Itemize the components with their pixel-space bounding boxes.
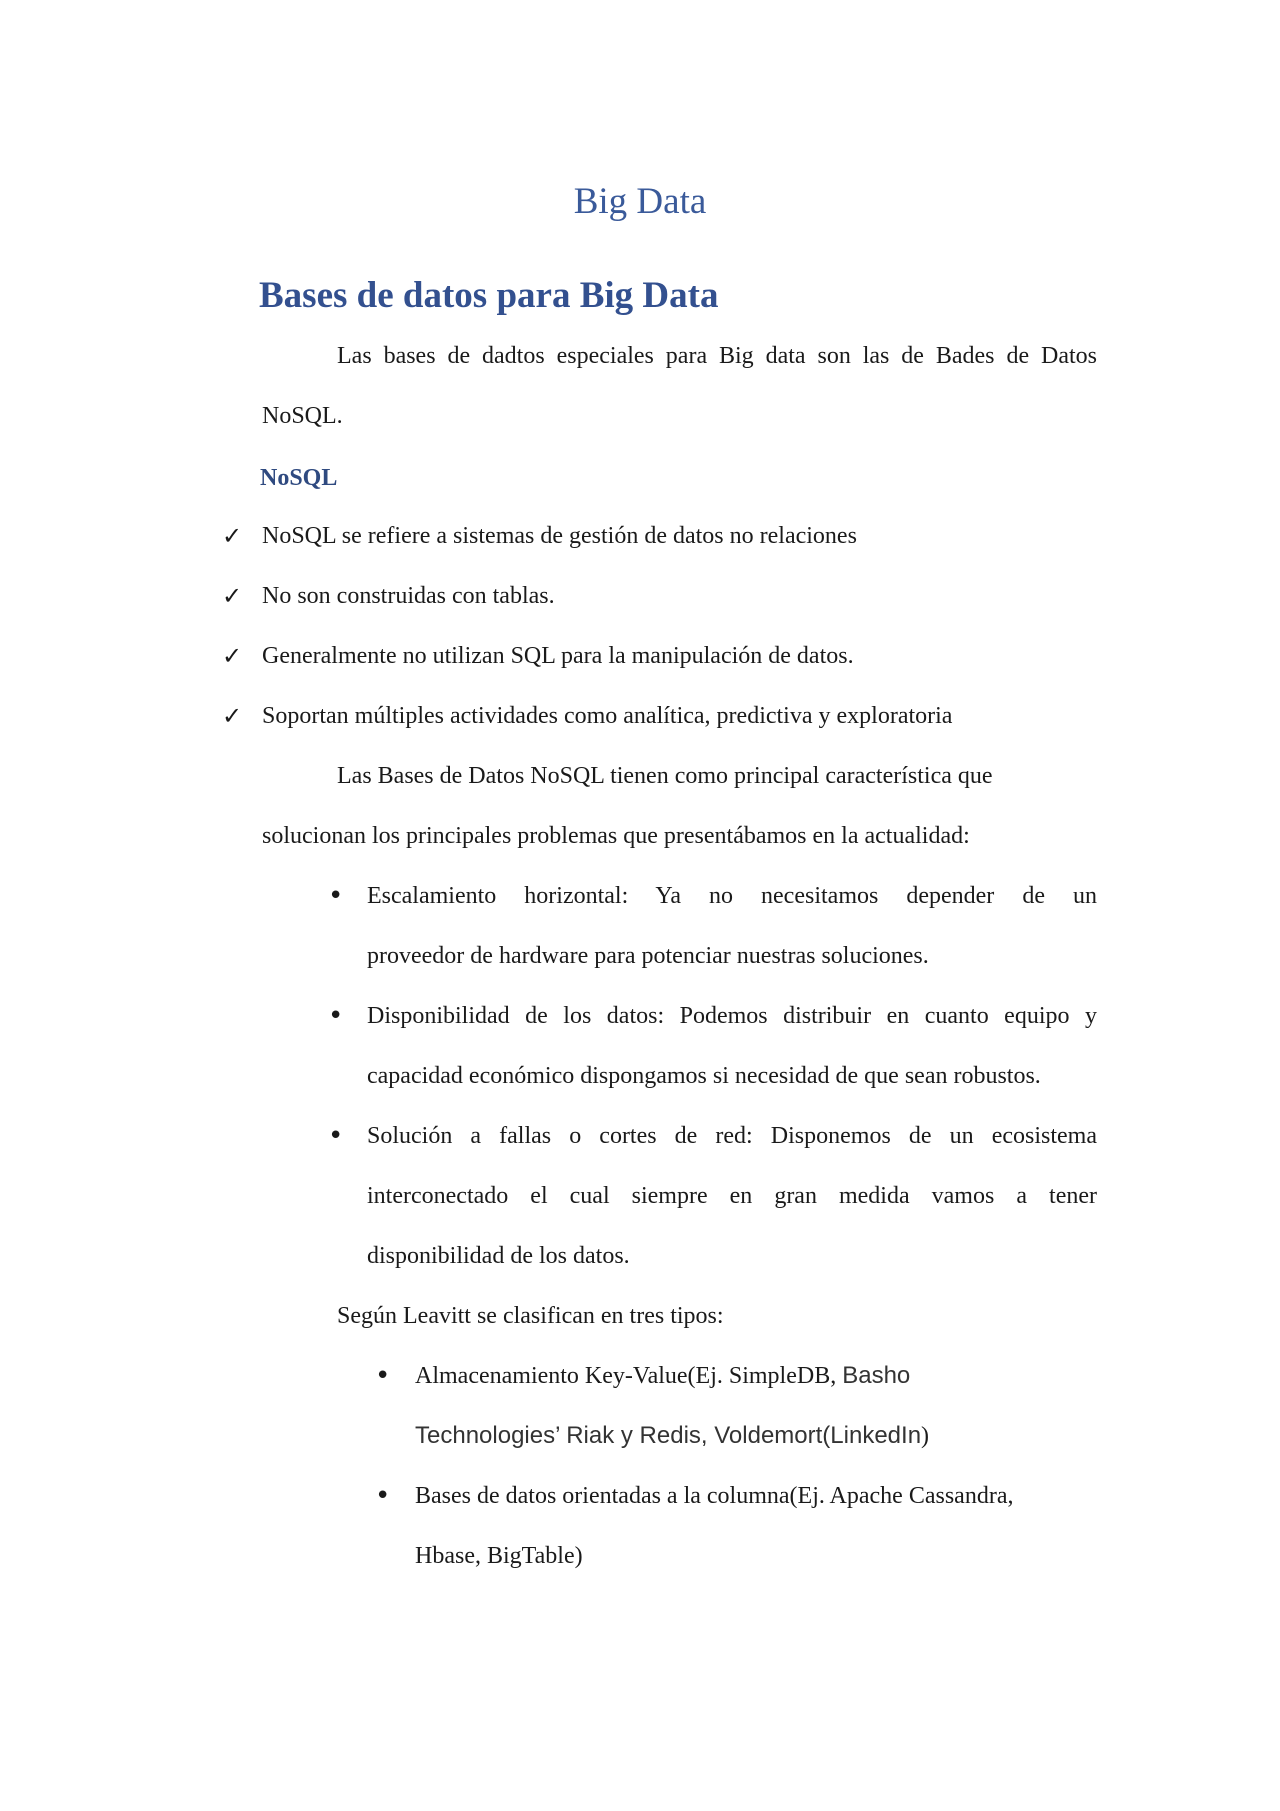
feature-item-line1: Solución a fallas o cortes de red: Disponemos de un ecosistema — [367, 1123, 1097, 1149]
bullet-icon: • — [375, 1361, 391, 1391]
type-item-vendor-text: Technologies’ Riak y Redis, Voldemort(LinkedIn — [415, 1422, 922, 1449]
subheading-nosql: NoSQL — [260, 465, 338, 491]
bullet-icon: • — [328, 881, 344, 911]
check-list-item: Soportan múltiples actividades como analítica, predictiva y exploratoria — [262, 703, 953, 729]
feature-item-line2: interconectado el cual siempre en gran medida vamos a tener — [367, 1183, 1097, 1209]
bullet-icon: • — [328, 1001, 344, 1031]
check-list-item: No son construidas con tablas. — [262, 583, 555, 609]
type-item-line2 — [415, 1420, 929, 1452]
type-item-vendor-text: Basho — [842, 1362, 911, 1389]
check-list-item: NoSQL se refiere a sistemas de gestión de datos no relaciones — [262, 523, 857, 549]
type-item-line2: Hbase, BigTable) — [415, 1543, 583, 1569]
bullet-icon: • — [328, 1121, 344, 1151]
type-item-text: Almacenamiento Key-Value(Ej. SimpleDB, — [415, 1363, 843, 1389]
intro-paragraph-line1: Las bases de dadtos especiales para Big data son las de Bades de Datos — [337, 343, 1097, 369]
check-list-item: Generalmente no utilizan SQL para la manipulación de datos. — [262, 643, 854, 669]
type-item-line1 — [415, 1360, 910, 1392]
feature-item-line1: Disponibilidad de los datos: Podemos distribuir en cuanto equipo y — [367, 1003, 1097, 1029]
type-item-text: ) — [921, 1423, 930, 1449]
bullet-icon: • — [375, 1481, 391, 1511]
paragraph2-line1: Las Bases de Datos NoSQL tienen como principal característica que — [337, 763, 993, 789]
feature-item-line1: Escalamiento horizontal: Ya no necesitamos depender de un — [367, 883, 1097, 909]
intro-paragraph-line2: NoSQL. — [262, 403, 343, 429]
paragraph2-line2: solucionan los principales problemas que presentábamos en la actualidad: — [262, 823, 970, 849]
feature-item-line3: disponibilidad de los datos. — [367, 1243, 630, 1269]
check-icon: ✓ — [222, 522, 243, 550]
check-icon: ✓ — [222, 702, 243, 730]
feature-item-line2: capacidad económico dispongamos si necesidad de que sean robustos. — [367, 1063, 1041, 1089]
section-heading: Bases de datos para Big Data — [259, 275, 719, 316]
feature-item-line2: proveedor de hardware para potenciar nuestras soluciones. — [367, 943, 929, 969]
document-title: Big Data — [573, 181, 707, 222]
type-item-line1: Bases de datos orientadas a la columna(Ej. Apache Cassandra, — [415, 1483, 1014, 1509]
leavitt-intro: Según Leavitt se clasifican en tres tipos: — [337, 1303, 724, 1329]
check-icon: ✓ — [222, 642, 243, 670]
check-icon: ✓ — [222, 582, 243, 610]
